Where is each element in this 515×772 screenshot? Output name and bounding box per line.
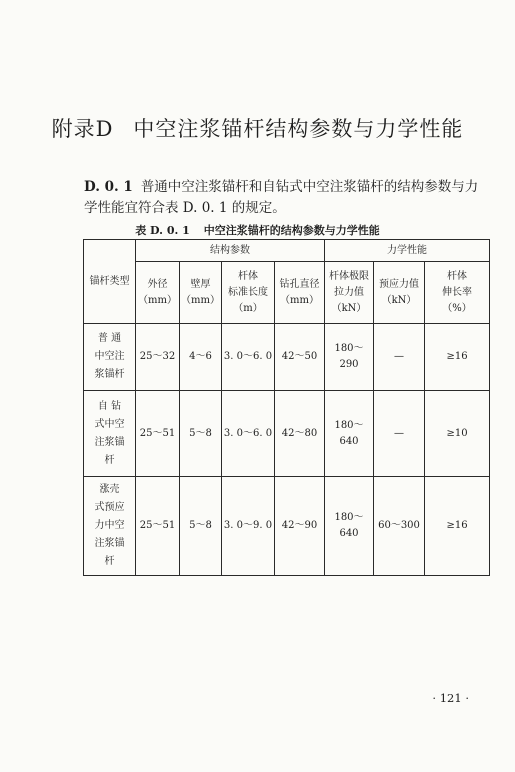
header-ultimate-tension: 杆体极限 拉力值 （kN） bbox=[325, 262, 374, 324]
table-caption bbox=[0, 222, 515, 238]
cell-ultimate-tension: 180～290 bbox=[325, 324, 374, 391]
header-outer-diameter: 外径 （mm） bbox=[136, 262, 180, 324]
cell-hole-diameter: 42～90 bbox=[275, 477, 325, 576]
cell-hole-diameter: 42～80 bbox=[275, 391, 325, 477]
cell-standard-length: 3. 0～6. 0 bbox=[222, 391, 275, 477]
cell-anchor-type: 普 通 中空注 浆锚杆 bbox=[84, 324, 136, 391]
table-row bbox=[84, 391, 490, 477]
cell-wall-thickness: 5～8 bbox=[180, 477, 222, 576]
anchor-parameter-table bbox=[83, 239, 490, 576]
cell-standard-length: 3. 0～6. 0 bbox=[222, 324, 275, 391]
header-wall-thickness: 壁厚 （mm） bbox=[180, 262, 222, 324]
header-hole-diameter: 钻孔直径 （mm） bbox=[275, 262, 325, 324]
cell-prestress: — bbox=[374, 324, 425, 391]
table-caption-title: 中空注浆锚杆的结构参数与力学性能 bbox=[203, 224, 380, 237]
header-group-mechanical: 力学性能 bbox=[325, 240, 490, 262]
header-elongation: 杆体 伸长率 （%） bbox=[425, 262, 490, 324]
cell-wall-thickness: 5～8 bbox=[180, 391, 222, 477]
header-anchor-type: 锚杆类型 bbox=[84, 240, 136, 324]
cell-elongation: ≥10 bbox=[425, 391, 490, 477]
cell-elongation: ≥16 bbox=[425, 324, 490, 391]
cell-standard-length: 3. 0～9. 0 bbox=[222, 477, 275, 576]
appendix-title bbox=[0, 113, 515, 143]
cell-wall-thickness: 4～6 bbox=[180, 324, 222, 391]
appendix-label: 附录D bbox=[51, 117, 114, 141]
cell-prestress: 60～300 bbox=[374, 477, 425, 576]
cell-outer-diameter: 25～51 bbox=[136, 477, 180, 576]
appendix-title-text: 中空注浆锚杆结构参数与力学性能 bbox=[133, 117, 464, 141]
clause-paragraph bbox=[84, 177, 488, 219]
cell-outer-diameter: 25～32 bbox=[136, 324, 180, 391]
header-group-structural: 结构参数 bbox=[136, 240, 325, 262]
cell-ultimate-tension: 180～640 bbox=[325, 477, 374, 576]
page-number: · 121 · bbox=[432, 691, 469, 705]
header-prestress: 预应力值 （kN） bbox=[374, 262, 425, 324]
cell-elongation: ≥16 bbox=[425, 477, 490, 576]
header-standard-length: 杆体 标准长度 （m） bbox=[222, 262, 275, 324]
cell-outer-diameter: 25～51 bbox=[136, 391, 180, 477]
table-row bbox=[84, 324, 490, 391]
cell-hole-diameter: 42～50 bbox=[275, 324, 325, 391]
clause-text: 普通中空注浆锚杆和自钻式中空注浆锚杆的结构参数与力学性能宜符合表 D. 0. 1 的规定。 bbox=[84, 179, 479, 216]
cell-prestress: — bbox=[374, 391, 425, 477]
table-caption-number: 表 D. 0. 1 bbox=[135, 224, 190, 237]
cell-anchor-type: 涨壳 式预应 力中空 注浆锚 杆 bbox=[84, 477, 136, 576]
clause-number: D. 0. 1 bbox=[84, 179, 133, 195]
cell-ultimate-tension: 180～640 bbox=[325, 391, 374, 477]
cell-anchor-type: 自 钻 式中空 注浆锚 杆 bbox=[84, 391, 136, 477]
table-row bbox=[84, 477, 490, 576]
